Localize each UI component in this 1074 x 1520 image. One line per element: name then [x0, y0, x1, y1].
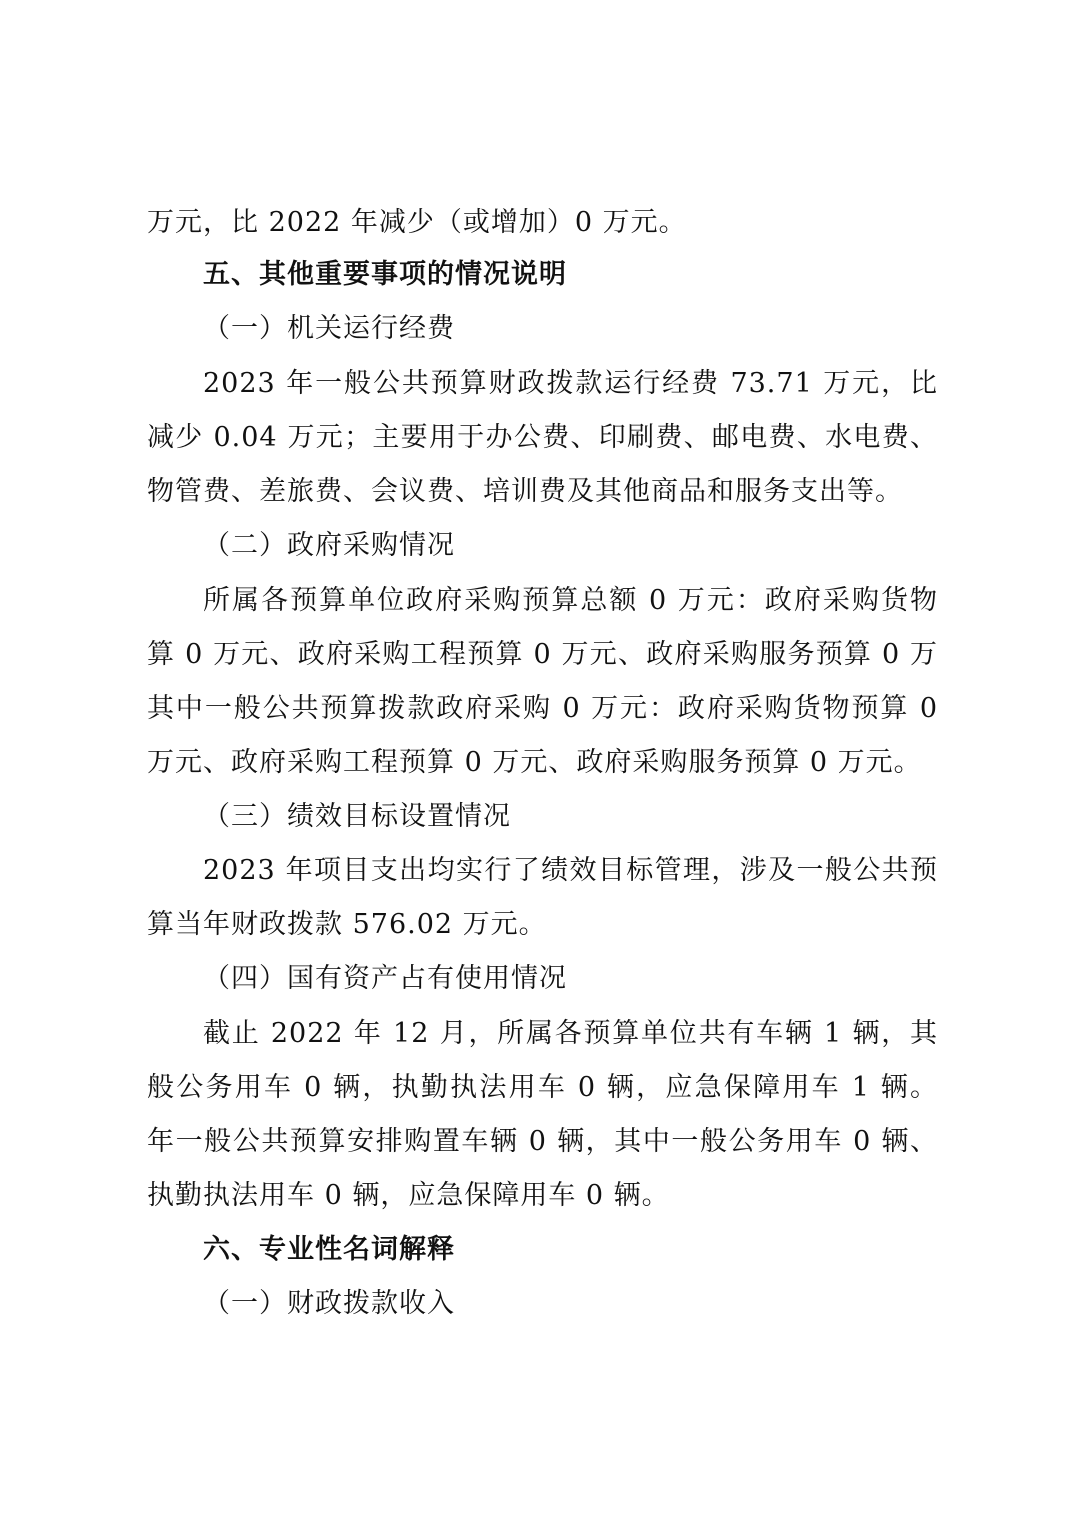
paragraph-line: 执勤执法用车 0 辆，应急保障用车 0 辆。: [147, 1180, 670, 1211]
subsection-heading-government-procurement: （二）政府采购情况: [203, 530, 455, 561]
section-heading-five: 五、其他重要事项的情况说明: [203, 259, 567, 290]
paragraph-line: 物管费、差旅费、会议费、培训费及其他商品和服务支出等。: [147, 476, 903, 507]
paragraph-line: 截止 2022 年 12 月，所属各预算单位共有车辆 1 辆，其: [203, 1018, 938, 1049]
subsection-heading-state-assets: （四）国有资产占有使用情况: [203, 963, 567, 994]
paragraph-line: 算当年财政拨款 576.02 万元。: [147, 909, 547, 940]
section-heading-six: 六、专业性名词解释: [203, 1234, 455, 1265]
paragraph-line: 2023 年项目支出均实行了绩效目标管理，涉及一般公共预: [203, 855, 938, 886]
paragraph-line: 其中一般公共预算拨款政府采购 0 万元：政府采购货物预算 0: [147, 693, 938, 724]
paragraph-line: 般公务用车 0 辆，执勤执法用车 0 辆，应急保障用车 1 辆。: [147, 1072, 938, 1103]
subsection-heading-operating-expenses: （一）机关运行经费: [203, 313, 455, 344]
paragraph-line: 年一般公共预算安排购置车辆 0 辆，其中一般公务用车 0 辆、: [147, 1126, 938, 1157]
subsection-heading-fiscal-appropriation-income: （一）财政拨款收入: [203, 1288, 455, 1319]
paragraph-line: 算 0 万元、政府采购工程预算 0 万元、政府采购服务预算 0 万: [147, 639, 938, 670]
paragraph-line: 减少 0.04 万元；主要用于办公费、印刷费、邮电费、水电费、: [147, 422, 938, 453]
paragraph-line: 2023 年一般公共预算财政拨款运行经费 73.71 万元，比: [203, 368, 938, 399]
paragraph-continuation: 万元，比 2022 年减少（或增加）0 万元。: [147, 207, 687, 238]
paragraph-line: 所属各预算单位政府采购预算总额 0 万元：政府采购货物: [203, 585, 938, 616]
subsection-heading-performance-targets: （三）绩效目标设置情况: [203, 801, 511, 832]
paragraph-line: 万元、政府采购工程预算 0 万元、政府采购服务预算 0 万元。: [147, 747, 922, 778]
